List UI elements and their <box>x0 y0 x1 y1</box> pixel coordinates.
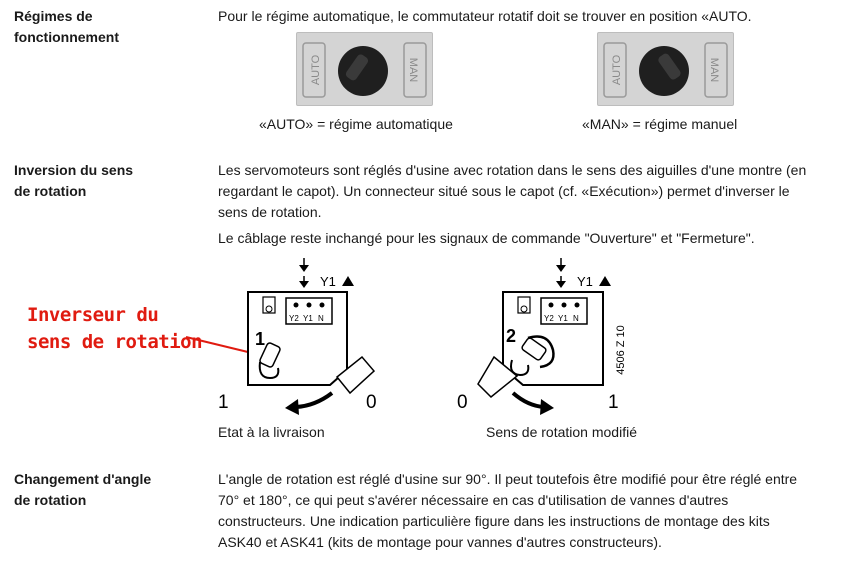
diagram-modified-state <box>457 258 627 415</box>
annotation-pointer-line <box>186 337 252 353</box>
signal-label: Y1 <box>320 274 336 289</box>
rotation-arrow-cw <box>296 393 332 407</box>
rotation-diagram <box>0 250 843 430</box>
switch-photo-auto <box>296 32 433 106</box>
svg-text:Y1: Y1 <box>577 274 593 289</box>
svg-text:1: 1 <box>608 392 619 413</box>
modes-text: Pour le régime automatique, le commutateur rotatif doit se trouver en position «AUTO. <box>218 8 752 24</box>
caption-delivery: Etat à la livraison <box>218 424 325 440</box>
diagram-delivery-state <box>218 258 377 415</box>
svg-text:Y1: Y1 <box>558 314 568 323</box>
scale-start: 1 <box>218 392 229 413</box>
rotary-switch-man-icon <box>598 33 733 105</box>
connector-icon <box>263 297 275 313</box>
svg-text:N: N <box>573 314 579 323</box>
angle-heading: Changement d'angle de rotation <box>14 471 152 508</box>
svg-text:Y2: Y2 <box>544 314 554 323</box>
rotary-switch-auto-icon <box>297 33 432 105</box>
position-number-right: 2 <box>506 326 517 346</box>
inverter-annotation: Inverseur du sens de rotation <box>27 304 203 353</box>
svg-text:N: N <box>318 314 324 323</box>
triangle-icon <box>342 276 354 286</box>
switch-photo-man <box>597 32 734 106</box>
triangle-icon <box>599 276 611 286</box>
rotation-arrow-ccw <box>513 393 544 407</box>
man-label: MAN <box>708 57 720 83</box>
caption-man: «MAN» = régime manuel <box>582 116 738 132</box>
scale-end: 0 <box>366 392 377 413</box>
position-number-left: 1 <box>255 329 266 349</box>
connector-icon <box>518 297 530 313</box>
svg-text:0: 0 <box>457 392 468 413</box>
auto-label: AUTO <box>310 54 322 86</box>
angle-text: L'angle de rotation est réglé d'usine sur 90°. Il peut toutefois être modifié pour être réglé entre 70° et 180°, ce qui peut s'avérer nécessaire en cas d'utilisation de vannes d'autres constructeurs. Une indication particulière figure dans les instructions de montage des kits ASK40 et ASK41 (kits de montage pour vannes d'autres constructeurs). <box>218 471 798 550</box>
svg-text:Y2: Y2 <box>289 314 299 323</box>
wiring-note: Le câblage reste inchangé pour les signaux de commande "Ouverture" et "Fermeture". <box>218 230 755 246</box>
inversion-text: Les servomoteurs sont réglés d'usine avec rotation dans le sens des aiguilles d'une montre (en regardant le capot). Un connecteur situé sous le capot (cf. «Exécution») permet d'inverser le sens de rotation. <box>218 162 807 220</box>
caption-modified: Sens de rotation modifié <box>486 424 637 440</box>
man-label: MAN <box>407 57 419 83</box>
inversion-heading: Inversion du sens de rotation <box>14 162 134 199</box>
auto-label: AUTO <box>611 54 623 86</box>
caption-auto: «AUTO» = régime automatique <box>259 116 453 132</box>
svg-text:Y1: Y1 <box>303 314 313 323</box>
modes-heading: Régimes de fonctionnement <box>14 8 119 45</box>
figure-code: 4506 Z 10 <box>615 325 627 375</box>
